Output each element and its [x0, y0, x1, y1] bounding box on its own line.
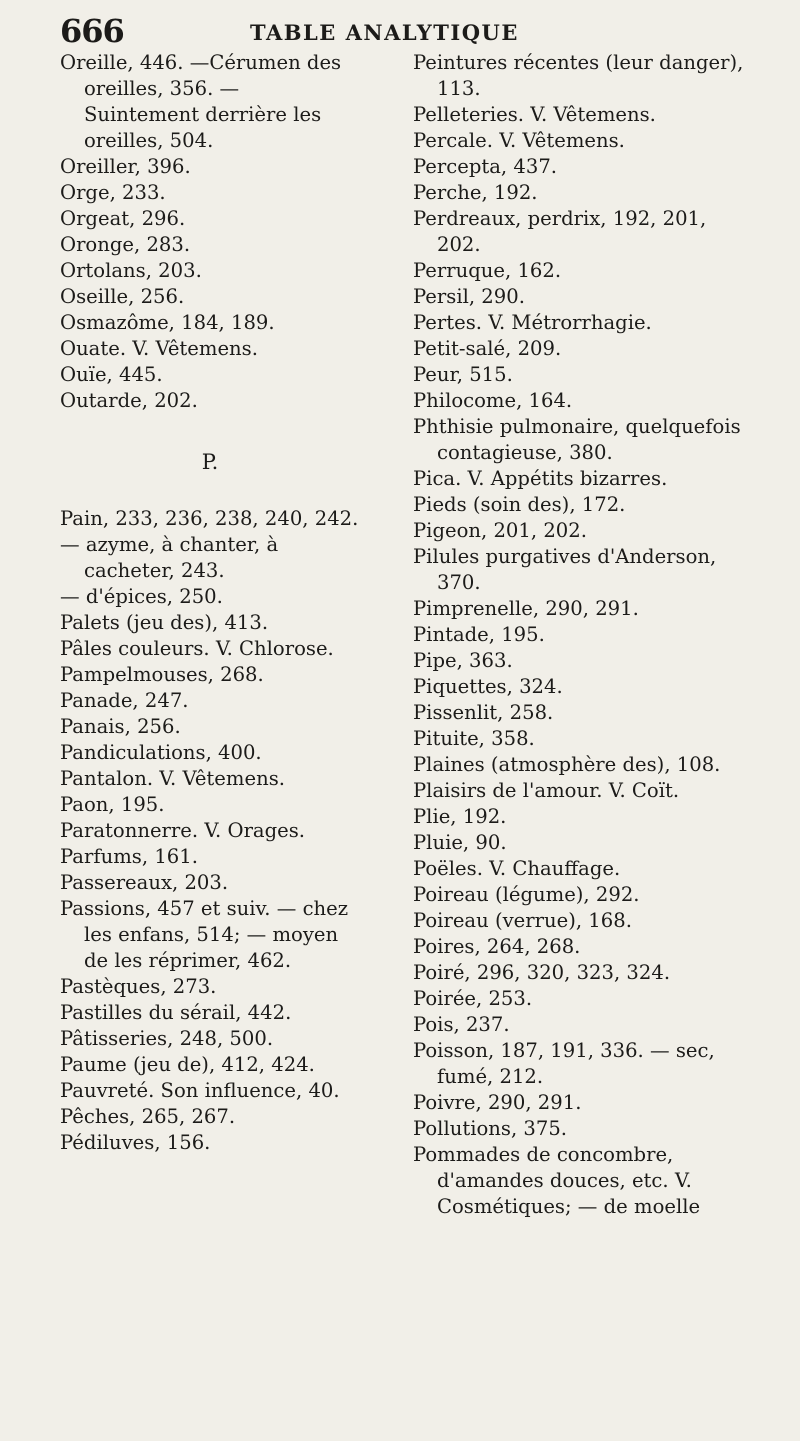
index-entry: Ouate. V. Vêtemens.: [60, 337, 258, 360]
index-entry: Orgeat, 296.: [60, 207, 186, 230]
index-entry: — azyme, à chanter, à cacheter, 243.: [60, 533, 279, 582]
index-entry: Oreille, 446. —Cérumen des oreilles, 356. — Suintement derrière les oreilles, 504.: [60, 51, 342, 152]
index-entry: Pelleteries. V. Vêtemens.: [413, 103, 656, 126]
index-entry: Perruque, 162.: [413, 259, 562, 282]
index-entry: Pipe, 363.: [413, 649, 513, 672]
index-entry: Oronge, 283.: [60, 233, 191, 256]
entries-p: [60, 506, 360, 1156]
index-entry: Peintures récentes (leur danger), 113.: [413, 51, 744, 100]
index-entry: Plie, 192.: [413, 805, 507, 828]
index-entry: Pluie, 90.: [413, 831, 507, 854]
index-entry: Perche, 192.: [413, 181, 538, 204]
index-entry: Pigeon, 201, 202.: [413, 519, 587, 542]
index-entry: Philocome, 164.: [413, 389, 573, 412]
index-entry: Pandiculations, 400.: [60, 741, 262, 764]
index-entry: Pommades de concombre, d'amandes douces, etc. V. Cosmétiques; — de moelle: [413, 1143, 701, 1218]
index-entry: Passions, 457 et suiv. — chez les enfans, 514; — moyen de les réprimer, 462.: [60, 897, 349, 972]
page-number: 666: [60, 12, 124, 50]
index-entry: Pilules purgatives d'Anderson, 370.: [413, 545, 717, 594]
index-entry: Pertes. V. Métrorrhagie.: [413, 311, 652, 334]
index-entry: Pédiluves, 156.: [60, 1131, 211, 1154]
index-entry: Pastilles du sérail, 442.: [60, 1001, 292, 1024]
index-entry: Peur, 515.: [413, 363, 513, 386]
index-entry: Percepta, 437.: [413, 155, 558, 178]
index-entry: Perdreaux, perdrix, 192, 201, 202.: [413, 207, 707, 256]
index-entry: Petit-salé, 209.: [413, 337, 562, 360]
index-entry: Pantalon. V. Vêtemens.: [60, 767, 285, 790]
entries-right: [413, 50, 751, 1220]
index-entry: Poëles. V. Chauffage.: [413, 857, 621, 880]
index-entry: Pieds (soin des), 172.: [413, 493, 626, 516]
index-entry: Plaisirs de l'amour. V. Coït.: [413, 779, 680, 802]
index-entry: Pimprenelle, 290, 291.: [413, 597, 639, 620]
index-entry: Poirée, 253.: [413, 987, 533, 1010]
index-entry: Pica. V. Appétits bizarres.: [413, 467, 668, 490]
index-entry: Outarde, 202.: [60, 389, 198, 412]
index-entry: Poiré, 296, 320, 323, 324.: [413, 961, 671, 984]
index-entry: Pain, 233, 236, 238, 240, 242.: [60, 507, 359, 530]
index-entry: Pâles couleurs. V. Chlorose.: [60, 637, 334, 660]
index-entry: Oreiller, 396.: [60, 155, 191, 178]
index-entry: Poivre, 290, 291.: [413, 1091, 582, 1114]
entries-o: [60, 50, 360, 414]
left-column: [60, 50, 360, 1156]
index-entry: Phthisie pulmonaire, quelquefois contagieuse, 380.: [413, 415, 741, 464]
index-entry: Pissenlit, 258.: [413, 701, 554, 724]
section-letter: P.: [201, 450, 219, 474]
running-head: TABLE ANALYTIQUE: [250, 20, 519, 45]
index-entry: Poires, 264, 268.: [413, 935, 581, 958]
index-entry: Pintade, 195.: [413, 623, 545, 646]
index-entry: Pastèques, 273.: [60, 975, 217, 998]
index-entry: Ouïe, 445.: [60, 363, 163, 386]
index-entry: Plaines (atmosphère des), 108.: [413, 753, 721, 776]
index-entry: Percale. V. Vêtemens.: [413, 129, 625, 152]
index-entry: Pituite, 358.: [413, 727, 535, 750]
index-entry: Parfums, 161.: [60, 845, 198, 868]
index-entry: Pêches, 265, 267.: [60, 1105, 236, 1128]
index-entry: Ortolans, 203.: [60, 259, 202, 282]
index-entry: Panade, 247.: [60, 689, 189, 712]
index-entry: Poireau (légume), 292.: [413, 883, 640, 906]
index-entry: Pampelmouses, 268.: [60, 663, 264, 686]
index-entry: Poisson, 187, 191, 336. — sec, fumé, 212.: [413, 1039, 715, 1088]
index-entry: Passereaux, 203.: [60, 871, 229, 894]
index-entry: Pollutions, 375.: [413, 1117, 568, 1140]
index-entry: Paratonnerre. V. Orages.: [60, 819, 306, 842]
index-entry: Paume (jeu de), 412, 424.: [60, 1053, 315, 1076]
index-entry: Palets (jeu des), 413.: [60, 611, 269, 634]
index-entry: Piquettes, 324.: [413, 675, 563, 698]
right-column: [413, 50, 751, 1220]
index-entry: Pâtisseries, 248, 500.: [60, 1027, 274, 1050]
index-entry: Persil, 290.: [413, 285, 525, 308]
index-entry: Poireau (verrue), 168.: [413, 909, 632, 932]
index-entry: Oseille, 256.: [60, 285, 185, 308]
index-entry: — d'épices, 250.: [60, 585, 223, 608]
index-entry: Pauvreté. Son influence, 40.: [60, 1079, 340, 1102]
index-entry: Osmazôme, 184, 189.: [60, 311, 275, 334]
index-entry: Paon, 195.: [60, 793, 165, 816]
index-entry: Panais, 256.: [60, 715, 181, 738]
index-entry: Orge, 233.: [60, 181, 166, 204]
index-entry: Pois, 237.: [413, 1013, 510, 1036]
